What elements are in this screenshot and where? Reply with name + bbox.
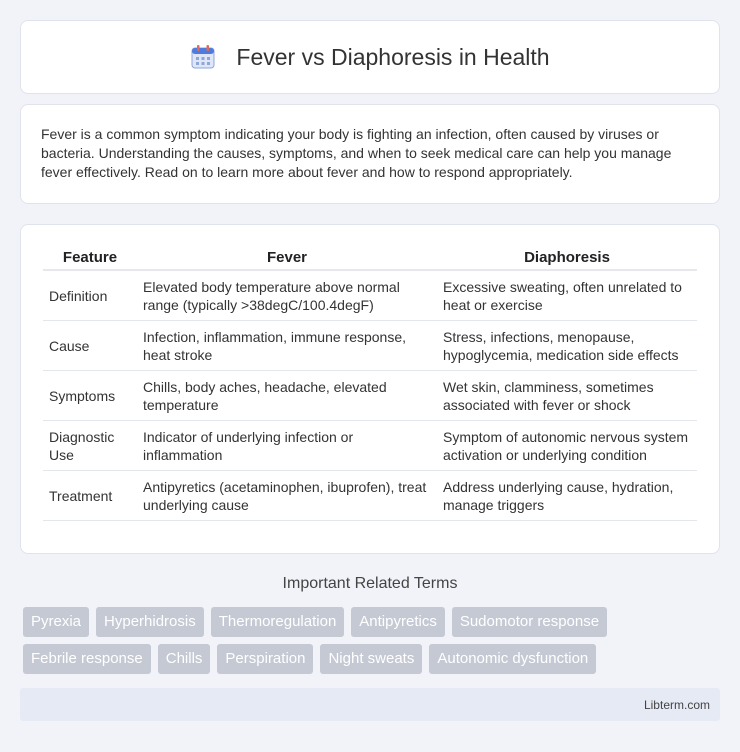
- calendar-icon: [190, 44, 216, 70]
- row-fever: Infection, inflammation, immune response, heat stroke: [137, 321, 437, 371]
- related-terms-list: [23, 607, 723, 674]
- tag-chills[interactable]: Chills: [158, 644, 211, 674]
- tag-perspiration[interactable]: Perspiration: [217, 644, 313, 674]
- intro-text: Fever is a common symptom indicating your body is fighting an infection, often caused by viruses or bacteria. Understanding the causes, symptoms, and when to seek medical care can help you manage fever effectively. Read on to learn more about fever and how to respond appropriately.: [41, 126, 672, 180]
- header-feature: Feature: [43, 245, 137, 271]
- header-fever: Fever: [137, 245, 437, 271]
- row-diaphoresis: Address underlying cause, hydration, manage triggers: [437, 471, 697, 521]
- header-card: [20, 20, 720, 94]
- tag-febrile-response[interactable]: Febrile response: [23, 644, 151, 674]
- page-title: Fever vs Diaphoresis in Health: [236, 43, 550, 70]
- tag-sudomotor-response[interactable]: Sudomotor response: [452, 607, 607, 637]
- table-header-row: [43, 245, 697, 271]
- table-row: [43, 271, 697, 321]
- row-diaphoresis: Symptom of autonomic nervous system activation or underlying condition: [437, 421, 697, 471]
- row-fever: Indicator of underlying infection or inflammation: [137, 421, 437, 471]
- row-feature: Cause: [43, 321, 137, 371]
- row-fever: Elevated body temperature above normal range (typically >38degC/100.4degF): [137, 271, 437, 321]
- table-row: [43, 371, 697, 421]
- row-feature: Symptoms: [43, 371, 137, 421]
- tag-night-sweats[interactable]: Night sweats: [320, 644, 422, 674]
- table-row: [43, 321, 697, 371]
- row-feature: Definition: [43, 271, 137, 321]
- row-diaphoresis: Excessive sweating, often unrelated to heat or exercise: [437, 271, 697, 321]
- row-diaphoresis: Stress, infections, menopause, hypoglycemia, medication side effects: [437, 321, 697, 371]
- footer-brand-link[interactable]: Libterm.com: [643, 697, 710, 712]
- comparison-card: [20, 224, 720, 554]
- related-terms-title: Important Related Terms: [282, 575, 458, 592]
- row-feature: Treatment: [43, 471, 137, 521]
- tag-antipyretics[interactable]: Antipyretics: [351, 607, 445, 637]
- tag-pyrexia[interactable]: Pyrexia: [23, 607, 89, 637]
- tag-autonomic-dysfunction[interactable]: Autonomic dysfunction: [429, 644, 596, 674]
- tag-thermoregulation[interactable]: Thermoregulation: [211, 607, 345, 637]
- table-row: [43, 421, 697, 471]
- comparison-table: [43, 245, 697, 521]
- row-diaphoresis: Wet skin, clamminess, sometimes associated with fever or shock: [437, 371, 697, 421]
- row-feature: Diagnostic Use: [43, 421, 137, 471]
- table-row: [43, 471, 697, 521]
- footer: [20, 688, 720, 721]
- row-fever: Chills, body aches, headache, elevated temperature: [137, 371, 437, 421]
- tag-hyperhidrosis[interactable]: Hyperhidrosis: [96, 607, 204, 637]
- header-diaphoresis: Diaphoresis: [437, 245, 697, 271]
- row-fever: Antipyretics (acetaminophen, ibuprofen), treat underlying cause: [137, 471, 437, 521]
- intro-card: [20, 104, 720, 204]
